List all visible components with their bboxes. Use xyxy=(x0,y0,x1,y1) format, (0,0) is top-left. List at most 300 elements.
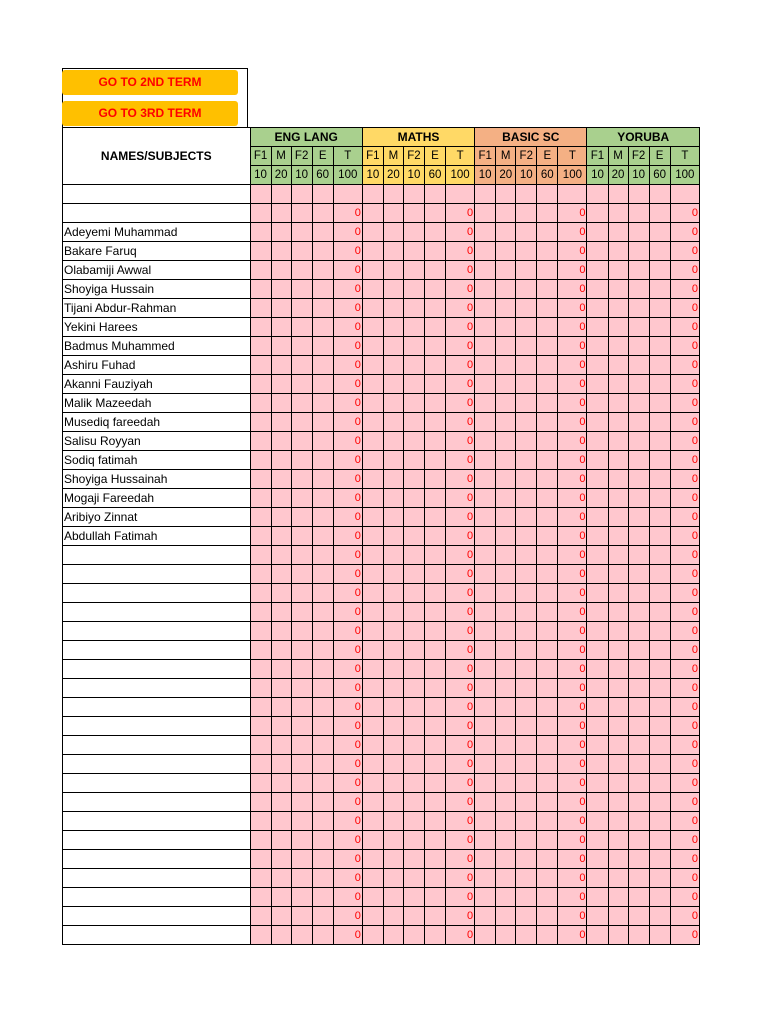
score-cell[interactable] xyxy=(424,336,445,355)
score-cell[interactable] xyxy=(608,526,628,545)
score-cell[interactable] xyxy=(475,830,496,849)
score-cell[interactable] xyxy=(312,185,333,204)
score-cell[interactable] xyxy=(496,716,516,735)
student-name-cell[interactable] xyxy=(63,545,251,564)
score-cell[interactable] xyxy=(291,488,312,507)
score-cell[interactable] xyxy=(516,716,537,735)
score-cell[interactable] xyxy=(291,830,312,849)
score-cell[interactable] xyxy=(403,678,424,697)
score-cell[interactable] xyxy=(516,412,537,431)
score-cell[interactable] xyxy=(608,697,628,716)
score-cell[interactable] xyxy=(587,507,608,526)
score-cell[interactable] xyxy=(608,393,628,412)
score-cell[interactable] xyxy=(475,621,496,640)
score-cell[interactable] xyxy=(383,185,403,204)
score-cell[interactable] xyxy=(271,203,291,222)
score-cell[interactable] xyxy=(628,773,649,792)
score-cell[interactable] xyxy=(587,185,608,204)
score-cell[interactable] xyxy=(516,640,537,659)
score-cell[interactable] xyxy=(312,811,333,830)
score-cell[interactable] xyxy=(496,431,516,450)
score-cell[interactable] xyxy=(558,185,587,204)
student-name-cell[interactable]: Adeyemi Muhammad xyxy=(63,222,251,241)
score-cell[interactable] xyxy=(537,412,558,431)
score-cell[interactable] xyxy=(424,583,445,602)
score-cell[interactable] xyxy=(312,279,333,298)
score-cell[interactable] xyxy=(403,260,424,279)
score-cell[interactable] xyxy=(628,868,649,887)
score-cell[interactable] xyxy=(516,887,537,906)
score-cell[interactable] xyxy=(291,507,312,526)
score-cell[interactable] xyxy=(608,925,628,944)
score-cell[interactable] xyxy=(587,792,608,811)
score-cell[interactable] xyxy=(649,678,670,697)
score-cell[interactable] xyxy=(649,792,670,811)
go-to-2nd-term-button[interactable]: GO TO 2ND TERM xyxy=(62,70,238,95)
score-cell[interactable] xyxy=(291,374,312,393)
score-cell[interactable] xyxy=(475,317,496,336)
score-cell[interactable] xyxy=(250,222,271,241)
score-cell[interactable] xyxy=(587,811,608,830)
score-cell[interactable] xyxy=(587,469,608,488)
score-cell[interactable] xyxy=(587,279,608,298)
score-cell[interactable] xyxy=(475,279,496,298)
student-name-cell[interactable] xyxy=(63,203,251,222)
score-cell[interactable] xyxy=(628,564,649,583)
score-cell[interactable] xyxy=(250,374,271,393)
score-cell[interactable] xyxy=(383,488,403,507)
score-cell[interactable] xyxy=(608,241,628,260)
score-cell[interactable] xyxy=(250,545,271,564)
score-cell[interactable] xyxy=(537,735,558,754)
score-cell[interactable] xyxy=(496,697,516,716)
score-cell[interactable] xyxy=(424,431,445,450)
score-cell[interactable] xyxy=(608,583,628,602)
score-cell[interactable] xyxy=(587,564,608,583)
score-cell[interactable] xyxy=(250,792,271,811)
score-cell[interactable] xyxy=(537,602,558,621)
score-cell[interactable] xyxy=(608,431,628,450)
score-cell[interactable] xyxy=(403,583,424,602)
score-cell[interactable] xyxy=(496,279,516,298)
score-cell[interactable] xyxy=(250,526,271,545)
score-cell[interactable] xyxy=(475,716,496,735)
score-cell[interactable] xyxy=(587,925,608,944)
student-name-cell[interactable] xyxy=(63,887,251,906)
score-cell[interactable] xyxy=(608,564,628,583)
student-name-cell[interactable] xyxy=(63,906,251,925)
score-cell[interactable] xyxy=(628,488,649,507)
score-cell[interactable] xyxy=(496,317,516,336)
score-cell[interactable] xyxy=(403,317,424,336)
score-cell[interactable] xyxy=(291,412,312,431)
score-cell[interactable] xyxy=(649,621,670,640)
score-cell[interactable] xyxy=(446,185,475,204)
score-cell[interactable] xyxy=(608,412,628,431)
score-cell[interactable] xyxy=(424,868,445,887)
score-cell[interactable] xyxy=(383,792,403,811)
score-cell[interactable] xyxy=(496,222,516,241)
score-cell[interactable] xyxy=(587,697,608,716)
score-cell[interactable] xyxy=(424,925,445,944)
score-cell[interactable] xyxy=(587,260,608,279)
score-cell[interactable] xyxy=(403,412,424,431)
score-cell[interactable] xyxy=(608,298,628,317)
score-cell[interactable] xyxy=(312,526,333,545)
score-cell[interactable] xyxy=(362,583,383,602)
score-cell[interactable] xyxy=(537,830,558,849)
score-cell[interactable] xyxy=(383,659,403,678)
score-cell[interactable] xyxy=(403,640,424,659)
score-cell[interactable] xyxy=(312,773,333,792)
score-cell[interactable] xyxy=(424,792,445,811)
score-cell[interactable] xyxy=(670,185,699,204)
score-cell[interactable] xyxy=(362,564,383,583)
score-cell[interactable] xyxy=(628,678,649,697)
score-cell[interactable] xyxy=(424,393,445,412)
score-cell[interactable] xyxy=(587,735,608,754)
score-cell[interactable] xyxy=(362,279,383,298)
score-cell[interactable] xyxy=(587,773,608,792)
score-cell[interactable] xyxy=(383,374,403,393)
score-cell[interactable] xyxy=(608,811,628,830)
student-name-cell[interactable]: Musediq fareedah xyxy=(63,412,251,431)
score-cell[interactable] xyxy=(496,260,516,279)
score-cell[interactable] xyxy=(424,735,445,754)
score-cell[interactable] xyxy=(587,412,608,431)
score-cell[interactable] xyxy=(628,507,649,526)
score-cell[interactable] xyxy=(628,450,649,469)
score-cell[interactable] xyxy=(403,564,424,583)
score-cell[interactable] xyxy=(312,374,333,393)
score-cell[interactable] xyxy=(271,640,291,659)
score-cell[interactable] xyxy=(649,754,670,773)
score-cell[interactable] xyxy=(628,849,649,868)
score-cell[interactable] xyxy=(475,488,496,507)
score-cell[interactable] xyxy=(250,906,271,925)
score-cell[interactable] xyxy=(403,716,424,735)
score-cell[interactable] xyxy=(516,678,537,697)
score-cell[interactable] xyxy=(475,393,496,412)
score-cell[interactable] xyxy=(516,545,537,564)
score-cell[interactable] xyxy=(362,925,383,944)
score-cell[interactable] xyxy=(403,241,424,260)
score-cell[interactable] xyxy=(628,260,649,279)
score-cell[interactable] xyxy=(496,374,516,393)
score-cell[interactable] xyxy=(291,849,312,868)
score-cell[interactable] xyxy=(403,602,424,621)
score-cell[interactable] xyxy=(587,678,608,697)
score-cell[interactable] xyxy=(608,868,628,887)
score-cell[interactable] xyxy=(496,887,516,906)
score-cell[interactable] xyxy=(587,450,608,469)
score-cell[interactable] xyxy=(628,735,649,754)
score-cell[interactable] xyxy=(537,336,558,355)
score-cell[interactable] xyxy=(271,260,291,279)
score-cell[interactable] xyxy=(291,906,312,925)
score-cell[interactable] xyxy=(250,507,271,526)
score-cell[interactable] xyxy=(424,887,445,906)
score-cell[interactable] xyxy=(475,887,496,906)
score-cell[interactable] xyxy=(649,241,670,260)
score-cell[interactable] xyxy=(587,241,608,260)
score-cell[interactable] xyxy=(271,317,291,336)
score-cell[interactable] xyxy=(496,925,516,944)
score-cell[interactable] xyxy=(587,545,608,564)
score-cell[interactable] xyxy=(537,925,558,944)
score-cell[interactable] xyxy=(496,735,516,754)
score-cell[interactable] xyxy=(312,716,333,735)
score-cell[interactable] xyxy=(271,830,291,849)
score-cell[interactable] xyxy=(537,811,558,830)
score-cell[interactable] xyxy=(649,507,670,526)
score-cell[interactable] xyxy=(628,412,649,431)
score-cell[interactable] xyxy=(424,773,445,792)
score-cell[interactable] xyxy=(362,811,383,830)
score-cell[interactable] xyxy=(628,374,649,393)
score-cell[interactable] xyxy=(475,773,496,792)
score-cell[interactable] xyxy=(250,659,271,678)
student-name-cell[interactable]: Yekini Harees xyxy=(63,317,251,336)
score-cell[interactable] xyxy=(403,830,424,849)
score-cell[interactable] xyxy=(537,488,558,507)
score-cell[interactable] xyxy=(516,659,537,678)
score-cell[interactable] xyxy=(362,185,383,204)
score-cell[interactable] xyxy=(537,260,558,279)
score-cell[interactable] xyxy=(312,792,333,811)
score-cell[interactable] xyxy=(362,697,383,716)
score-cell[interactable] xyxy=(362,526,383,545)
score-cell[interactable] xyxy=(362,222,383,241)
score-cell[interactable] xyxy=(587,602,608,621)
score-cell[interactable] xyxy=(291,241,312,260)
score-cell[interactable] xyxy=(403,735,424,754)
score-cell[interactable] xyxy=(250,735,271,754)
score-cell[interactable] xyxy=(271,868,291,887)
student-name-cell[interactable] xyxy=(63,811,251,830)
score-cell[interactable] xyxy=(291,887,312,906)
score-cell[interactable] xyxy=(403,621,424,640)
score-cell[interactable] xyxy=(537,659,558,678)
score-cell[interactable] xyxy=(383,697,403,716)
score-cell[interactable] xyxy=(250,925,271,944)
score-cell[interactable] xyxy=(383,241,403,260)
score-cell[interactable] xyxy=(362,260,383,279)
score-cell[interactable] xyxy=(587,298,608,317)
score-cell[interactable] xyxy=(496,640,516,659)
score-cell[interactable] xyxy=(628,545,649,564)
score-cell[interactable] xyxy=(628,203,649,222)
score-cell[interactable] xyxy=(383,469,403,488)
student-name-cell[interactable] xyxy=(63,849,251,868)
score-cell[interactable] xyxy=(496,545,516,564)
score-cell[interactable] xyxy=(403,659,424,678)
score-cell[interactable] xyxy=(516,849,537,868)
student-name-cell[interactable] xyxy=(63,697,251,716)
score-cell[interactable] xyxy=(312,830,333,849)
score-cell[interactable] xyxy=(424,602,445,621)
score-cell[interactable] xyxy=(537,868,558,887)
score-cell[interactable] xyxy=(383,526,403,545)
score-cell[interactable] xyxy=(271,450,291,469)
score-cell[interactable] xyxy=(628,716,649,735)
score-cell[interactable] xyxy=(608,659,628,678)
score-cell[interactable] xyxy=(312,887,333,906)
score-cell[interactable] xyxy=(496,602,516,621)
score-cell[interactable] xyxy=(608,773,628,792)
score-cell[interactable] xyxy=(496,792,516,811)
score-cell[interactable] xyxy=(475,241,496,260)
score-cell[interactable] xyxy=(424,754,445,773)
score-cell[interactable] xyxy=(475,260,496,279)
score-cell[interactable] xyxy=(291,203,312,222)
score-cell[interactable] xyxy=(250,336,271,355)
score-cell[interactable] xyxy=(628,336,649,355)
score-cell[interactable] xyxy=(475,735,496,754)
score-cell[interactable] xyxy=(403,355,424,374)
score-cell[interactable] xyxy=(271,241,291,260)
score-cell[interactable] xyxy=(628,792,649,811)
score-cell[interactable] xyxy=(587,317,608,336)
score-cell[interactable] xyxy=(537,545,558,564)
student-name-cell[interactable] xyxy=(63,773,251,792)
score-cell[interactable] xyxy=(383,564,403,583)
score-cell[interactable] xyxy=(628,526,649,545)
student-name-cell[interactable] xyxy=(63,621,251,640)
score-cell[interactable] xyxy=(250,640,271,659)
score-cell[interactable] xyxy=(496,849,516,868)
score-cell[interactable] xyxy=(608,450,628,469)
score-cell[interactable] xyxy=(537,279,558,298)
score-cell[interactable] xyxy=(608,185,628,204)
score-cell[interactable] xyxy=(291,260,312,279)
score-cell[interactable] xyxy=(333,185,362,204)
score-cell[interactable] xyxy=(496,298,516,317)
score-cell[interactable] xyxy=(403,374,424,393)
score-cell[interactable] xyxy=(649,640,670,659)
score-cell[interactable] xyxy=(424,811,445,830)
score-cell[interactable] xyxy=(424,241,445,260)
score-cell[interactable] xyxy=(403,811,424,830)
score-cell[interactable] xyxy=(649,735,670,754)
score-cell[interactable] xyxy=(496,659,516,678)
student-name-cell[interactable]: Akanni Fauziyah xyxy=(63,374,251,393)
score-cell[interactable] xyxy=(383,830,403,849)
score-cell[interactable] xyxy=(291,450,312,469)
score-cell[interactable] xyxy=(403,792,424,811)
score-cell[interactable] xyxy=(516,697,537,716)
score-cell[interactable] xyxy=(271,849,291,868)
score-cell[interactable] xyxy=(250,469,271,488)
score-cell[interactable] xyxy=(291,583,312,602)
score-cell[interactable] xyxy=(628,469,649,488)
score-cell[interactable] xyxy=(475,298,496,317)
score-cell[interactable] xyxy=(537,450,558,469)
student-name-cell[interactable] xyxy=(63,640,251,659)
score-cell[interactable] xyxy=(362,640,383,659)
score-cell[interactable] xyxy=(312,925,333,944)
score-cell[interactable] xyxy=(250,621,271,640)
score-cell[interactable] xyxy=(516,507,537,526)
score-cell[interactable] xyxy=(403,336,424,355)
score-cell[interactable] xyxy=(271,279,291,298)
score-cell[interactable] xyxy=(516,488,537,507)
score-cell[interactable] xyxy=(516,222,537,241)
score-cell[interactable] xyxy=(608,887,628,906)
score-cell[interactable] xyxy=(250,602,271,621)
score-cell[interactable] xyxy=(250,716,271,735)
score-cell[interactable] xyxy=(537,906,558,925)
score-cell[interactable] xyxy=(587,621,608,640)
score-cell[interactable] xyxy=(628,222,649,241)
score-cell[interactable] xyxy=(312,621,333,640)
score-cell[interactable] xyxy=(271,488,291,507)
score-cell[interactable] xyxy=(312,678,333,697)
score-cell[interactable] xyxy=(424,906,445,925)
score-cell[interactable] xyxy=(516,450,537,469)
student-name-cell[interactable] xyxy=(63,583,251,602)
score-cell[interactable] xyxy=(403,507,424,526)
score-cell[interactable] xyxy=(537,469,558,488)
score-cell[interactable] xyxy=(362,906,383,925)
go-to-3rd-term-button[interactable]: GO TO 3RD TERM xyxy=(62,101,238,126)
score-cell[interactable] xyxy=(424,469,445,488)
score-cell[interactable] xyxy=(271,887,291,906)
score-cell[interactable] xyxy=(475,203,496,222)
score-cell[interactable] xyxy=(291,735,312,754)
score-cell[interactable] xyxy=(537,355,558,374)
score-cell[interactable] xyxy=(250,241,271,260)
score-cell[interactable] xyxy=(496,868,516,887)
score-cell[interactable] xyxy=(475,659,496,678)
score-cell[interactable] xyxy=(628,241,649,260)
score-cell[interactable] xyxy=(496,488,516,507)
score-cell[interactable] xyxy=(537,773,558,792)
score-cell[interactable] xyxy=(250,773,271,792)
score-cell[interactable] xyxy=(649,185,670,204)
student-name-cell[interactable]: Mogaji Fareedah xyxy=(63,488,251,507)
score-cell[interactable] xyxy=(649,279,670,298)
score-cell[interactable] xyxy=(403,545,424,564)
score-cell[interactable] xyxy=(271,374,291,393)
score-cell[interactable] xyxy=(250,185,271,204)
score-cell[interactable] xyxy=(312,602,333,621)
student-name-cell[interactable]: Tijani Abdur-Rahman xyxy=(63,298,251,317)
score-cell[interactable] xyxy=(628,298,649,317)
score-cell[interactable] xyxy=(362,735,383,754)
score-cell[interactable] xyxy=(516,298,537,317)
score-cell[interactable] xyxy=(383,602,403,621)
score-cell[interactable] xyxy=(403,185,424,204)
score-cell[interactable] xyxy=(383,507,403,526)
score-cell[interactable] xyxy=(587,906,608,925)
score-cell[interactable] xyxy=(649,830,670,849)
score-cell[interactable] xyxy=(250,412,271,431)
score-cell[interactable] xyxy=(403,488,424,507)
score-cell[interactable] xyxy=(383,887,403,906)
score-cell[interactable] xyxy=(649,222,670,241)
student-name-cell[interactable]: Malik Mazeedah xyxy=(63,393,251,412)
student-name-cell[interactable] xyxy=(63,185,251,204)
score-cell[interactable] xyxy=(424,830,445,849)
score-cell[interactable] xyxy=(291,811,312,830)
score-cell[interactable] xyxy=(424,374,445,393)
score-cell[interactable] xyxy=(537,887,558,906)
score-cell[interactable] xyxy=(649,868,670,887)
score-cell[interactable] xyxy=(291,545,312,564)
student-name-cell[interactable] xyxy=(63,925,251,944)
score-cell[interactable] xyxy=(649,393,670,412)
